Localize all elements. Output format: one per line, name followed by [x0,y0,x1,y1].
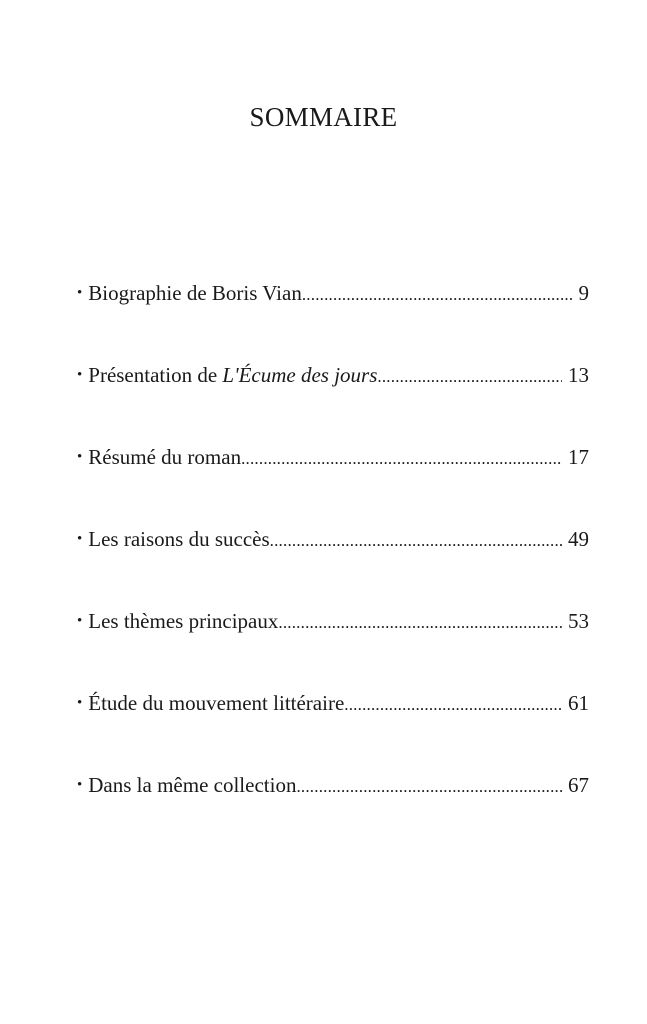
toc-entry-etude[interactable] [77,688,589,718]
bullet-icon: • [77,777,83,793]
dot-leader [377,362,562,390]
toc-entry-label: Dans la même collection [88,773,297,797]
toc-entry-themes[interactable] [77,606,589,636]
toc-page-number: 13 [568,363,589,387]
bullet-icon: • [77,613,83,629]
toc-page-number: 67 [568,773,589,797]
page-title: SOMMAIRE [249,102,398,132]
bullet-icon: • [77,367,83,383]
toc-entry-raisons[interactable] [77,524,589,554]
dot-leader [344,690,562,718]
toc-entry-label: Les thèmes principaux [88,609,279,633]
toc-entry-biographie[interactable] [77,278,589,308]
toc-entry-label: Biographie de Boris Vian [88,281,302,305]
toc-page-number: 9 [578,281,589,305]
dot-leader [302,280,573,308]
dot-leader [296,772,562,800]
bullet-icon: • [77,531,83,547]
toc-page-number: 17 [568,445,589,469]
toc-entry-collection[interactable] [77,770,589,800]
toc-entry-label: Les raisons du succès [88,527,270,551]
dot-leader [270,526,562,554]
toc-entry-resume[interactable] [77,442,589,472]
dot-leader [278,608,562,636]
toc-entry-label: Résumé du roman [88,445,242,469]
dot-leader [241,444,562,472]
toc-page-number: 53 [568,609,589,633]
bullet-icon: • [77,285,83,301]
toc-page-number: 49 [568,527,589,551]
toc-entry-label: Étude du mouvement littéraire [88,691,345,715]
toc-page-number: 61 [568,691,589,715]
book-title-italic: L'Écume des jours [222,363,378,387]
bullet-icon: • [77,695,83,711]
toc-entry-label: Présentation de L'Écume des jours [88,363,378,387]
toc-entry-presentation[interactable] [77,360,589,390]
bullet-icon: • [77,449,83,465]
